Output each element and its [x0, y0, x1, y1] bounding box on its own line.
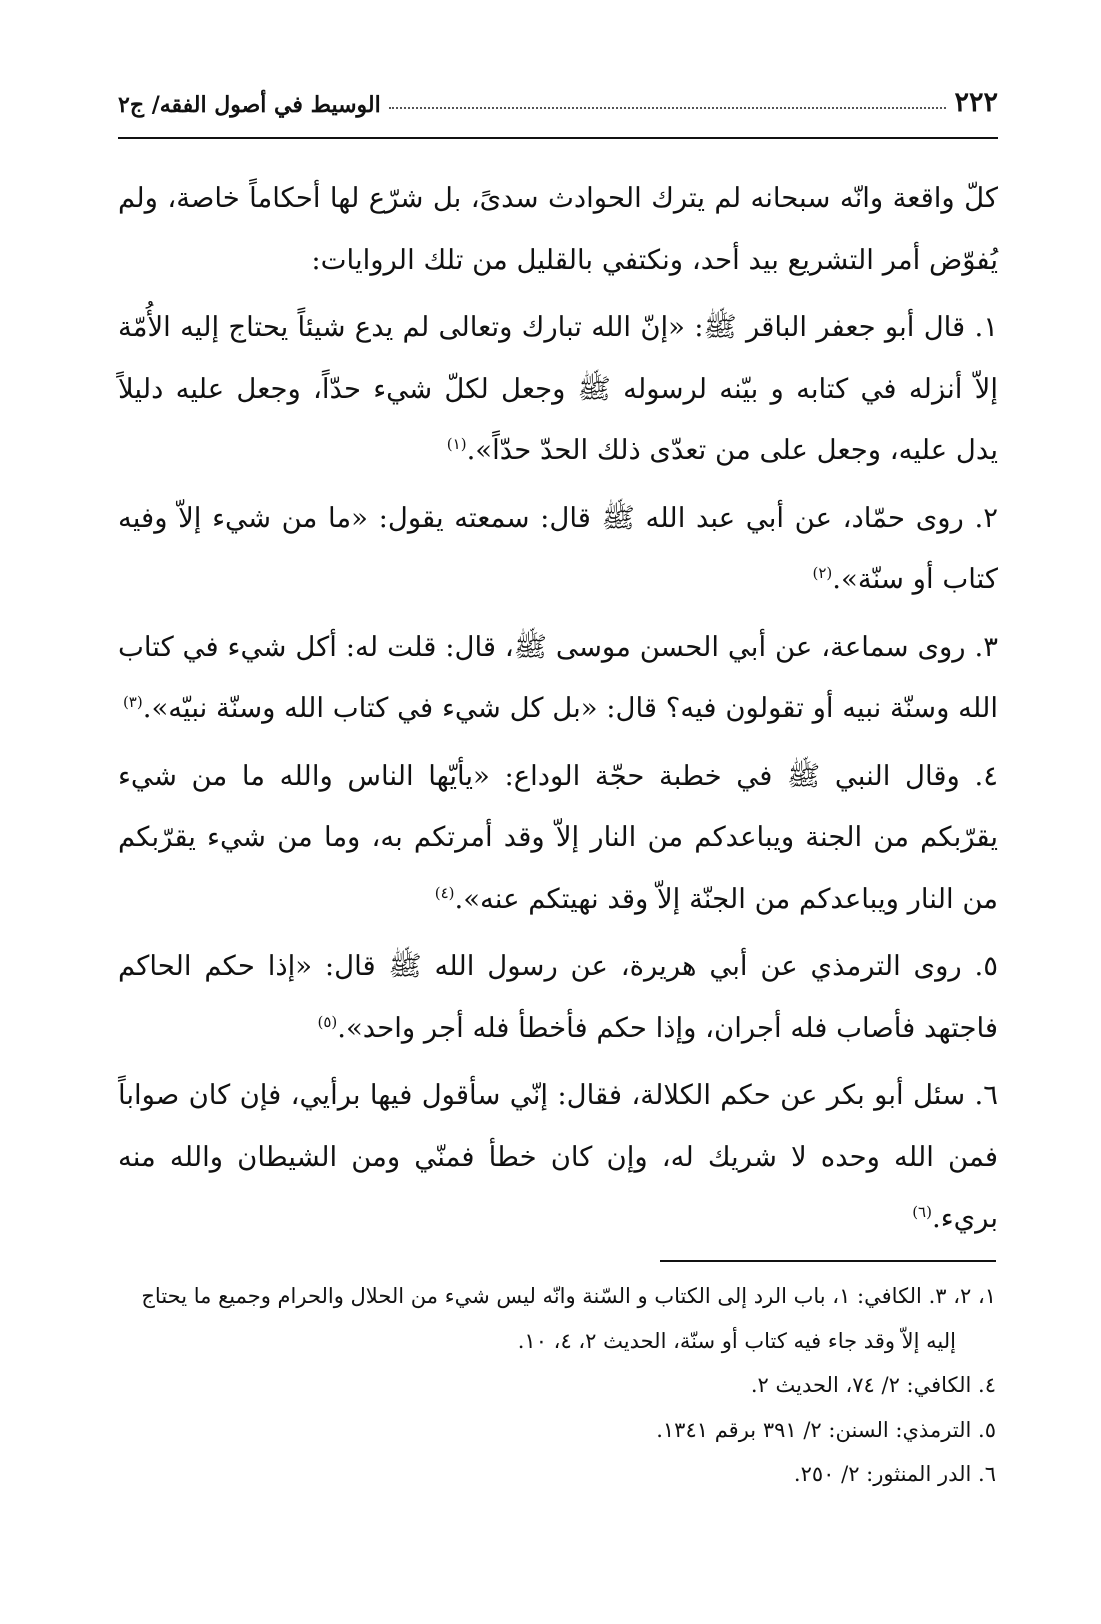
- narration-5: [118, 936, 998, 1059]
- footnote-ref: (٣): [122, 692, 143, 711]
- footnote-ref: (٢): [812, 563, 833, 582]
- narration-2: [118, 488, 998, 611]
- narration-text: ٥. روى الترمذي عن أبي هريرة، عن رسول الله ﷺ قال: «إذا حكم الحاكم فاجتهد فأصاب فله أجران، وإذا حكم فأخطأ فله أجر واحد».: [118, 950, 998, 1044]
- page-header: [118, 82, 998, 118]
- page-number: ٢٢٢: [954, 87, 998, 118]
- narration-6: [118, 1065, 998, 1250]
- narration-text: ٤. وقال النبي ﷺ في خطبة حجّة الوداع: «يأيّها الناس والله ما من شيء يقرّبكم من الجنة ويباعدكم من النار إلاّ وقد أمرتكم به، وما من شيء يقرّبكم من النار ويباعدكم من الجنّة إلاّ وقد نهيتكم عنه».: [118, 759, 998, 915]
- narration-3: [118, 617, 998, 740]
- narration-1: [118, 297, 998, 482]
- running-title: الوسيط في أصول الفقه/ ج٢: [118, 92, 381, 118]
- footnote-5: ٥. الترمذي: السنن: ٢/ ٣٩١ برقم ١٣٤١.: [656, 1417, 996, 1442]
- narration-text: ١. قال أبو جعفر الباقر ﷺ: «إنّ الله تبارك وتعالى لم يدع شيئاً يحتاج إليه الأُمّة إلاّ أنزله في كتابه و بيّنه لرسوله ﷺ وجعل لكلّ شيء حدّاً، وجعل عليه دليلاً يدل عليه، وجعل على من تعدّى ذلك الحدّ حدّاً».: [118, 311, 998, 466]
- footnotes: [110, 1274, 996, 1497]
- narration-4: [118, 746, 998, 931]
- footnote-4: ٤. الكافي: ٢/ ٧٤، الحديث ٢.: [750, 1373, 996, 1397]
- footnote-divider: [660, 1260, 996, 1262]
- narration-text: ٦. سئل أبو بكر عن حكم الكلالة، فقال: إنّي سأقول فيها برأيي، فإن كان صواباً فمن الله وحده لا شريك له، وإن كان خطأ فمنّي ومن الشيطان والله منه بريء.: [118, 1079, 998, 1234]
- footnote-ref: (٥): [317, 1012, 338, 1031]
- footnote-1-3: ١، ٢، ٣. الكافي: ١، باب الرد إلى الكتاب و السّنة وانّه ليس شيء من الحلال والحرام وجميع ما يحتاج: [141, 1284, 996, 1308]
- narration-text: ٢. روى حمّاد، عن أبي عبد الله ﷺ قال: سمعته يقول: «ما من شيء إلاّ وفيه كتاب أو سنّة».: [118, 501, 998, 595]
- intro-paragraph: كلّ واقعة وانّه سبحانه لم يترك الحوادث سدىً، بل شرّع لها أحكاماً خاصة، ولم يُفوّض أمر التشريع بيد أحد، ونكتفي بالقليل من تلك الروايات:: [118, 182, 998, 276]
- footnote-6: ٦. الدر المنثور: ٢/ ٢٥٠.: [793, 1462, 996, 1486]
- main-text: [118, 168, 998, 1256]
- dotted-leader: [389, 107, 947, 109]
- footnote-ref: (٤): [434, 883, 455, 902]
- header-divider: [118, 137, 998, 139]
- footnote-1-3-continued: إليه إلاّ وقد جاء فيه كتاب أو سنّة، الحديث ٢، ٤، ١٠.: [517, 1328, 956, 1353]
- footnote-ref: (١): [446, 434, 467, 453]
- narration-text: ٣. روى سماعة، عن أبي الحسن موسى ﷺ، قال: قلت له: أكل شيء في كتاب الله وسنّة نبيه أو تقولون فيه؟ قال: «بل كل شيء في كتاب الله وسنّة نبيّه».: [118, 630, 998, 724]
- footnote-ref: (٦): [912, 1202, 932, 1221]
